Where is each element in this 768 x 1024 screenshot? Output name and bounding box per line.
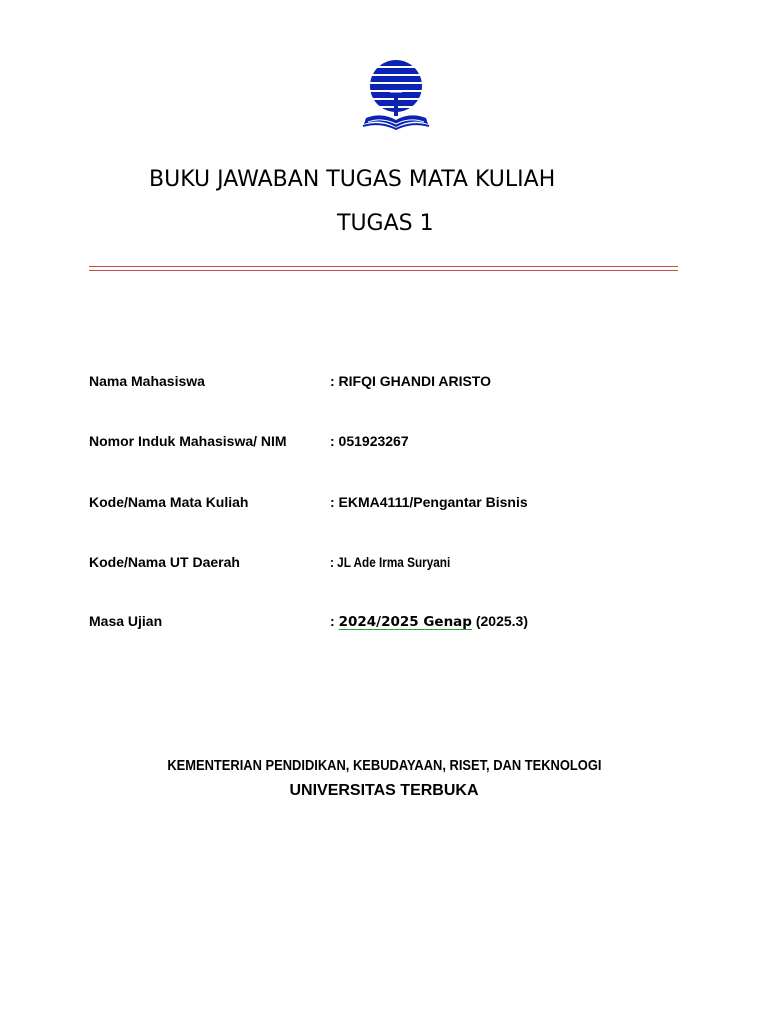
regional-office-value — [330, 553, 473, 571]
student-id-label: Nomor Induk Mahasiswa/ NIM — [89, 433, 287, 449]
assignment-title: TUGAS 1 — [337, 211, 434, 236]
divider-top — [89, 266, 678, 267]
student-id-value: : 051923267 — [330, 433, 409, 449]
divider-bottom — [89, 270, 678, 271]
ministry-name — [0, 756, 768, 776]
regional-office-text: : JL Ade Irma Suryani — [330, 554, 451, 570]
exam-period-suffix: (2025.3) — [471, 613, 529, 629]
student-name-value: : RIFQI GHANDI ARISTO — [330, 373, 491, 389]
course-label: Kode/Nama Mata Kuliah — [89, 494, 249, 510]
exam-period-prefix: : — [330, 613, 339, 629]
document-title: BUKU JAWABAN TUGAS MATA KULIAH — [149, 167, 556, 192]
exam-period-main: 2024/2025 Genap — [338, 614, 472, 630]
university-logo-icon — [360, 56, 432, 134]
student-name-label: Nama Mahasiswa — [89, 373, 205, 389]
regional-office-label: Kode/Nama UT Daerah — [89, 554, 240, 570]
university-name: UNIVERSITAS TERBUKA — [289, 782, 479, 799]
exam-period-label: Masa Ujian — [89, 613, 163, 629]
course-value: : EKMA4111/Pengantar Bisnis — [330, 494, 528, 510]
ministry-name-text: KEMENTERIAN PENDIDIKAN, KEBUDAYAAN, RISET, DAN TEKNOLOGI — [166, 757, 602, 774]
exam-period-value — [330, 612, 528, 631]
